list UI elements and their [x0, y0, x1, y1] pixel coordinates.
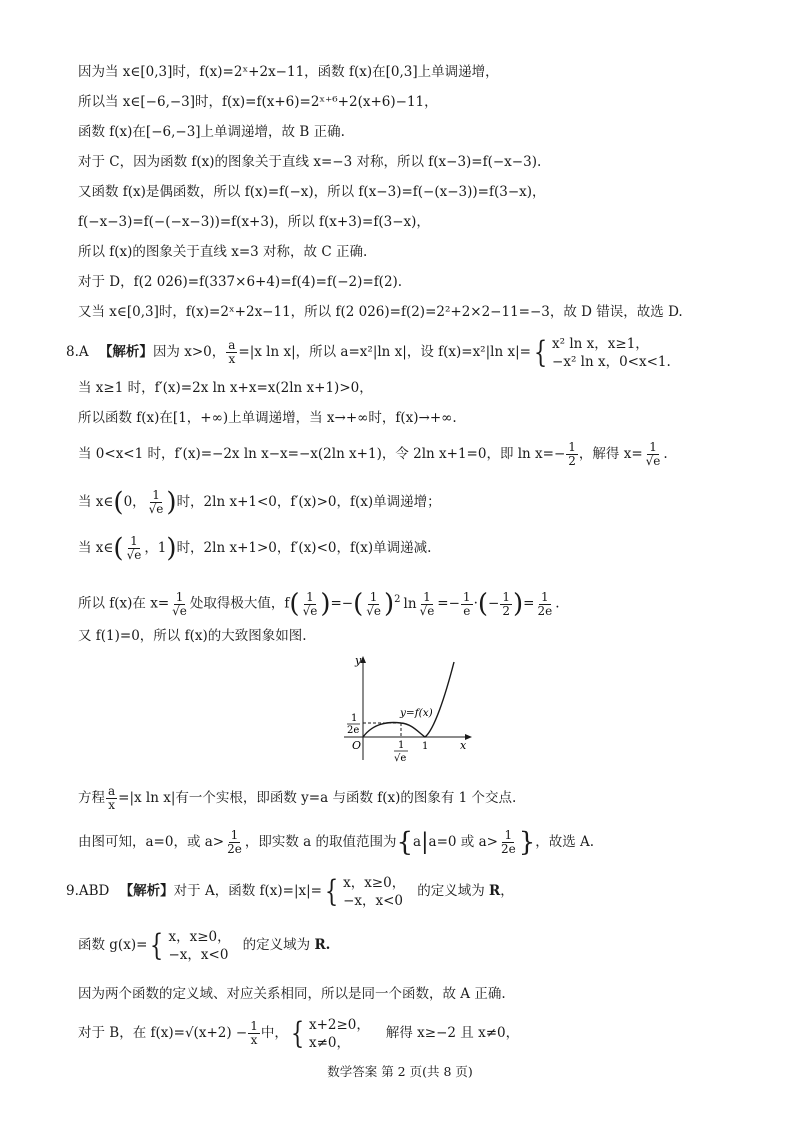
text-line: 所以函数 f(x)在[1，+∞)上单调递增，当 x→+∞时，f(x)→+∞. — [78, 410, 457, 426]
y-axis-label: y — [355, 654, 362, 667]
x-axis-label: x — [460, 739, 467, 752]
piecewise-definition: { x² ln x，x≥1， −x² ln x，0<x<1. — [533, 334, 671, 370]
text-line: 又当 x∈[0,3]时，f(x)=2ˣ+2x−11，所以 f(2 026)=f(2)=2²+2×2−11=−3，故 D 错误，故选 D. — [78, 304, 683, 320]
text-line: 又 f(1)=0，所以 f(x)的大致图象如图. — [78, 628, 307, 644]
text-segment: 对于 A，函数 f(x)=|x|= — [173, 883, 322, 899]
question-9-intro: 9.ABD 【解析】对于 A，函数 f(x)=|x|= { x，x≥0， −x，x<0 的定义域为 R， — [66, 873, 514, 909]
curve-label: y=f(x) — [400, 707, 433, 719]
y-tick-numerator: 1 — [351, 713, 358, 724]
text-line: 由图可知，a=0，或 a> $\frac{1}{2e}$ ，即实数 a 的取值范围为{a|a=0 或 a> $\frac{1}{2e}$ }，故选 A. — [78, 827, 595, 858]
text-line: f(−x−3)=f(−(−x−3))=f(x+3)，所以 f(x+3)=f(3−x)， — [78, 214, 430, 230]
text-line: 对于 D，f(2 026)=f(337×6+4)=f(4)=f(−2)=f(2). — [78, 274, 403, 290]
text-line: 方程 $\frac{a}{x}$ =|x ln x|有一个实根，即函数 y=a 与函数 f(x)的图象有 1 个交点. — [78, 784, 517, 812]
text-segment: =|x ln x|，所以 a=x²|ln x|，设 f(x)=x²|ln x|= — [238, 344, 531, 360]
x-tick-one: 1 — [422, 741, 429, 752]
piecewise-definition: { x，x≥0， −x，x<0 — [150, 927, 231, 963]
page-footer: 数学答案 第 2 页(共 8 页) — [327, 1064, 473, 1079]
question-8-intro — [66, 334, 671, 371]
analysis-tag: 【解析】 — [119, 883, 174, 899]
text-line: 因为两个函数的定义域、对应关系相同，所以是同一个函数，故 A 正确. — [78, 986, 506, 1002]
analysis-tag: 【解析】 — [98, 344, 153, 360]
text-line: 对于 B，在 f(x)=√(x+2) − $\frac{1}{x}$ 中， { x+2≥0， x≠0， 解得 x≥−2 且 x≠0， — [78, 1015, 520, 1051]
text-line: 函数 g(x)= { x，x≥0， −x，x<0 的定义域为 R. — [78, 927, 331, 963]
text-line: 因为当 x∈[0,3]时，f(x)=2ˣ+2x−11，函数 f(x)在[0,3]上单调递增， — [78, 64, 499, 80]
text-line: 所以 f(x)在 x= $\frac{1}{√e}$ 处取得极大值，f( $\frac{1}{√e}$ )=−( $\frac{1}{√e}$ )$^2$ ln $\frac{1}{√e}$ =− $\frac{1}{e}$ ·(− $\frac{1}{2}$ )= $\frac{1}{2e}$ . — [78, 589, 560, 619]
x-tick-numerator: 1 — [398, 740, 405, 751]
text-line: 所以当 x∈[−6,−3]时，f(x)=f(x+6)=2ˣ⁺⁶+2(x+6)−11， — [78, 94, 438, 110]
x-tick-denominator: √e — [394, 753, 407, 764]
text-line: 当 x≥1 时，f′(x)=2x ln x+x=x(2ln x+1)>0， — [78, 380, 373, 396]
text-line: 函数 f(x)在[−6,−3]上单调递增，故 B 正确. — [78, 124, 345, 140]
piecewise-condition: { x+2≥0， x≠0， — [290, 1015, 370, 1051]
text-line: 对于 C，因为函数 f(x)的图象关于直线 x=−3 对称，所以 f(x−3)=f(−x−3). — [78, 154, 542, 170]
text-line: 所以 f(x)的图象关于直线 x=3 对称，故 C 正确. — [78, 244, 368, 260]
text-segment: 因为 x>0， — [152, 344, 226, 360]
text-line: 当 0<x<1 时，f′(x)=−2x ln x−x=−x(2ln x+1)，令 2ln x+1=0，即 ln x=− $\frac{1}{2}$ ，解得 x= $\frac{1}{√e}$ . — [78, 440, 668, 468]
piecewise-definition: { x，x≥0， −x，x<0 — [324, 873, 406, 909]
function-graph — [342, 652, 482, 764]
question-number: 8.A — [66, 344, 89, 360]
y-tick-denominator: 2e — [347, 725, 360, 736]
text-line: 当 x∈( $\frac{1}{√e}$ ，1)时，2ln x+1>0，f′(x)<0，f(x)单调递减. — [78, 533, 432, 564]
curve-fx — [363, 662, 454, 737]
text-line: 当 x∈(0， $\frac{1}{√e}$ )时，2ln x+1<0，f′(x)>0，f(x)单调递增； — [78, 487, 441, 518]
fraction: $\frac{a}{x}$ — [228, 338, 236, 366]
text-line: 又函数 f(x)是偶函数，所以 f(x)=f(−x)，所以 f(x−3)=f(−(x−3))=f(3−x)， — [78, 184, 546, 200]
question-number: 9.ABD — [66, 883, 110, 899]
origin-label: O — [352, 739, 362, 752]
